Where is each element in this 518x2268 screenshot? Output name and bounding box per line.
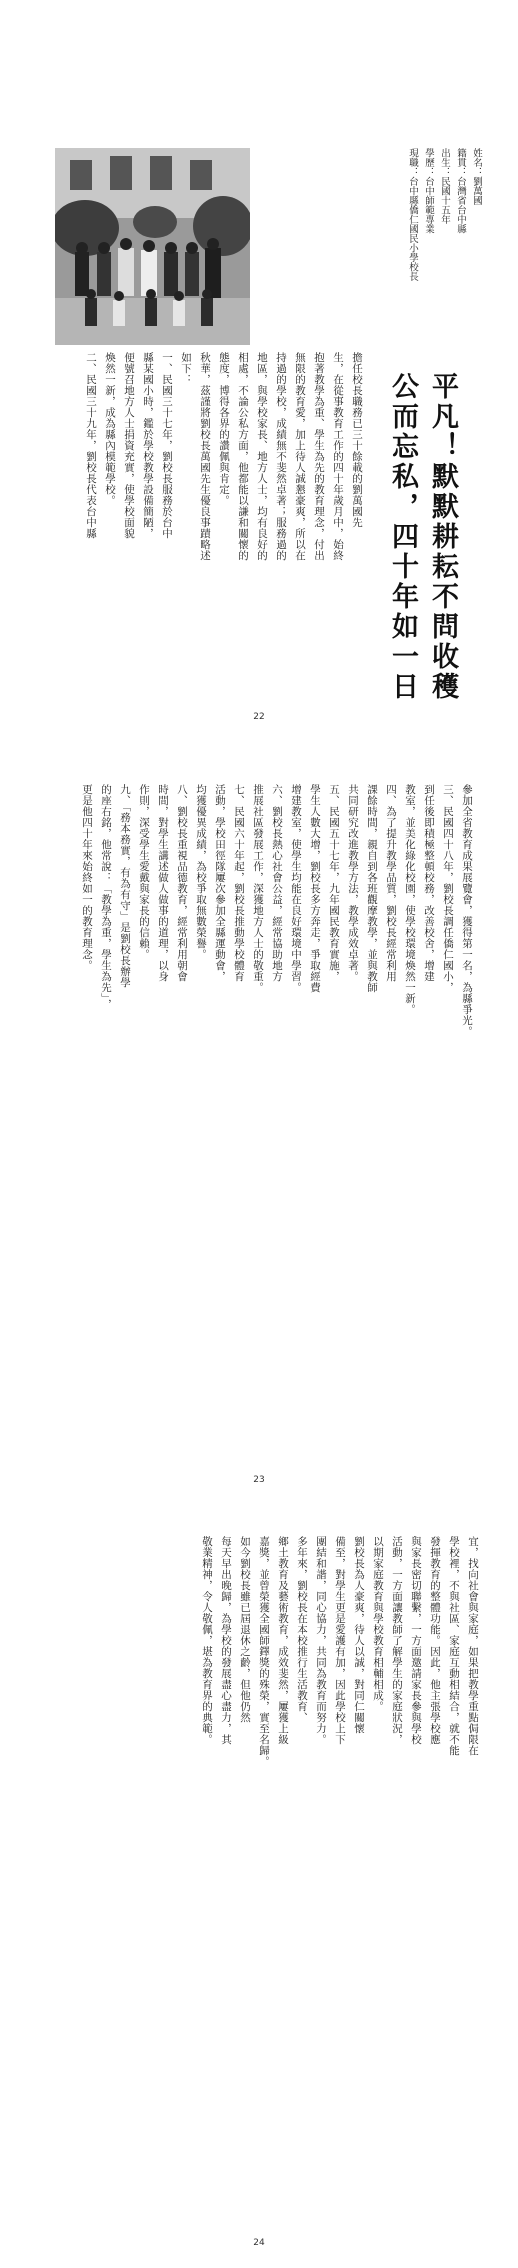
- page-number-22: 22: [253, 712, 265, 722]
- page-number-24: 24: [253, 2238, 265, 2248]
- profile-caption: 姓名：劉萬國 籍貫：台灣省台中縣 出生：民國十五年 學歷：台中師範專業 現職：台中縣僑仁國民小學校長: [407, 148, 482, 281]
- article-body-p23: 參加全省教育成果展覽會，獲得第一名，為縣爭光。 三、民國四十八年，劉校長調任僑仁國小， 到任後即積極整頓校務，改善校舍，增建 教室，並美化綠化校園，使學校環境煥然一新。 四、為了提升教學品質，劉校長經常利用 課餘時間，親自到各班觀摩教學，並與教師 共同研究改進教學方法，教學成效卓著。 五、民國五十七年，九年國民教育實施， 學生人數大增，劉校長多方奔走，爭取經費 增建教室，使學生均能在良好環境中學習。 六、劉校長熱心社會公益，經常協助地方 推展社區發展工作，深獲地方人士的敬重。 七、民國六十年起，劉校長推動學校體育 活動，學校田徑隊屢次參加全縣運動會， 均獲優異成績，為校爭取無數榮譽。 八、劉校長重視品德教育，經常利用朝會 時間，對學生講述做人做事的道理，以身 作則，深受學生愛戴與家長的信賴。 九、「務本務實，有為有守」是劉校長辦學 的座右銘，他常說：「教學為重，學生為先」， 更是他四十年來始終如一的教育理念。: [81, 784, 473, 1037]
- page-number-23: 23: [253, 1475, 265, 1485]
- article-body-p22: 擔任校長職務已三十餘載的劉萬國先 生，在從事教育工作的四十年歲月中，始終 抱著教學為重、學生為先的教育理念，付出 無限的教育愛，加上待人誠懇豪爽，所以在 持過的學校，成績無不斐然卓著；服務過的 地區，與學校家長、地方人士，均有良好的 相處，不論公私方面，他都能以謙和關懷的 態度，博得各界的讚佩與肯定。 秋華，茲謹將劉校長萬國先生優良事蹟略述 如下： 一、民國三十七年，劉校長服務於台中 縣某國小時，鑑於學校教學設備簡陋， 便號召地方人士捐資充實，使學校面貌 煥然一新，成為縣內模範學校。 二、民國三十九年，劉校長代表台中縣: [85, 352, 363, 561]
- page-22: [0, 0, 518, 756]
- article-body-p24: 宜，找向社會與家庭，如果把教學重點侷限在 學校裡，不與社區、家庭互動相結合，就不能 發揮教育的整體功能。因此，他主張學校應 與家長密切聯繫，一方面邀請家長參與學校 活動，一方面讓教師了解學生的家庭狀況， 以期家庭教育與學校教育相輔相成。 劉校長為人豪爽，待人以誠，對同仁關懷 備至，對學生更是愛護有加，因此學校上下 團結和諧，同心協力，共同為教育而努力。 多年來，劉校長在本校推行生活教育、 鄉土教育及藝術教育，成效斐然，屢獲上級 嘉獎，並曾榮獲全國師鐸獎的殊榮，實至名歸。 如今劉校長雖已屆退休之齡，但他仍然 每天早出晚歸，為學校的發展盡心盡力，其 敬業精神，令人敬佩，堪為教育界的典範。: [201, 1536, 479, 1767]
- article-title: 平凡！默默耕耘不問收穫 公而忘私，四十年如一日: [387, 372, 458, 702]
- page-24: [0, 1512, 518, 2268]
- group-photo: [55, 148, 250, 345]
- page-23: [0, 756, 518, 1512]
- group-photo-image: [55, 148, 250, 345]
